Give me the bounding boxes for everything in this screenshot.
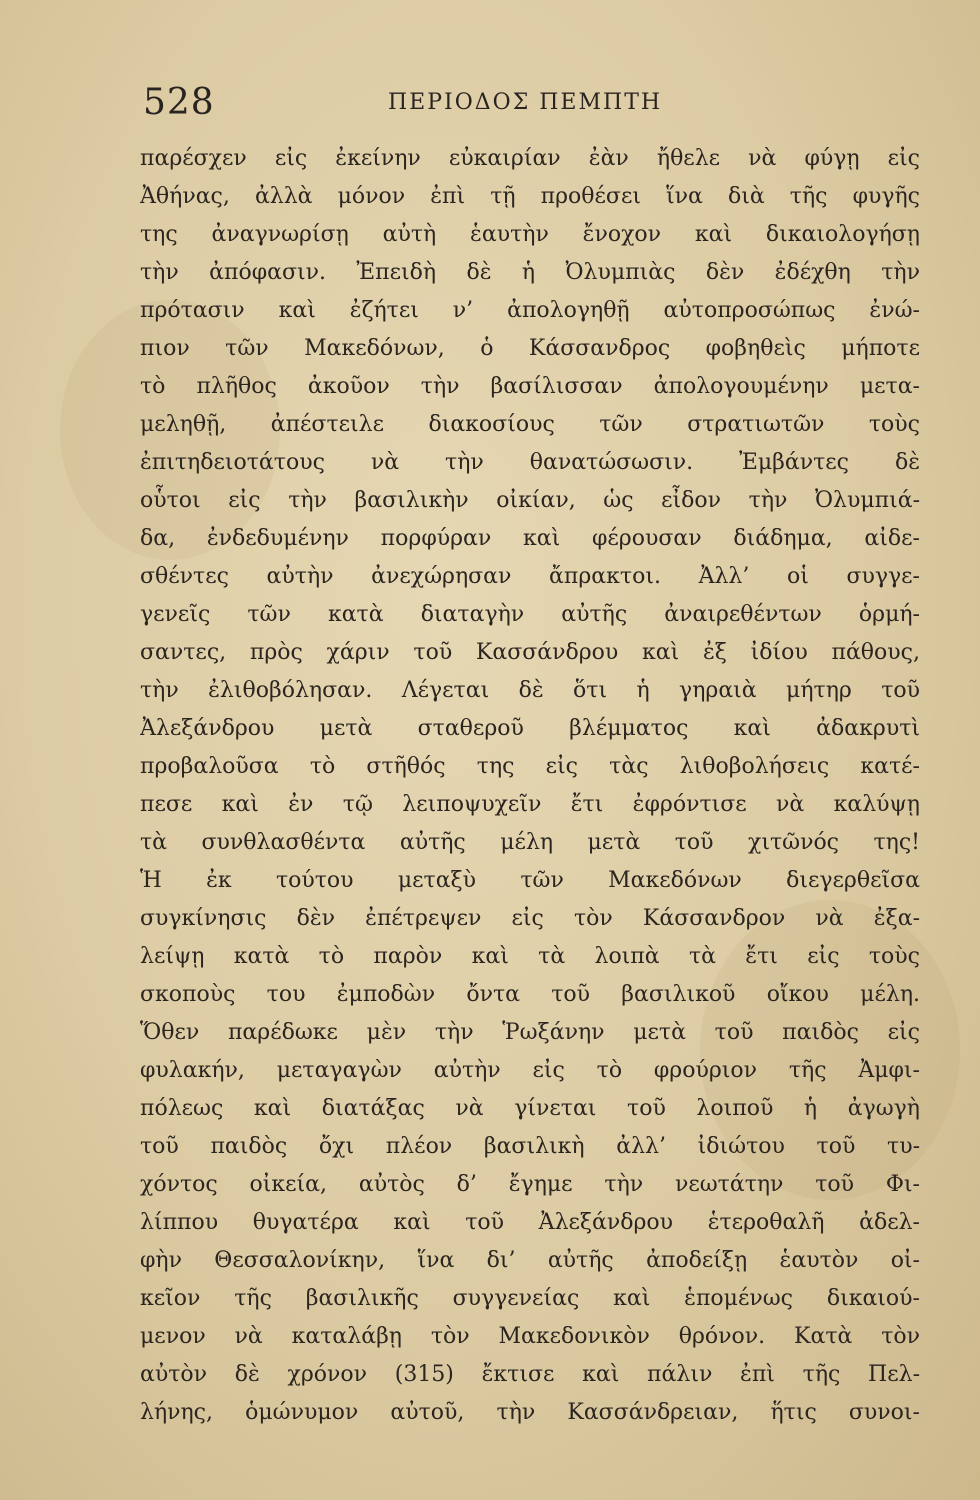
text-line: αὐτὸν δὲ χρόνον (315) ἔκτισε καὶ πάλιν ἐπὶ τῆς Πελ-: [140, 1362, 920, 1387]
text-line: μεληθῇ, ἀπέστειλε διακοσίους τῶν στρατιωτῶν τοὺς: [140, 412, 920, 437]
text-line: τὰ συνθλασθέντα αὐτῆς μέλη μετὰ τοῦ χιτῶνός της!: [140, 830, 920, 855]
text-line: προβαλοῦσα τὸ στῆθός της εἰς τὰς λιθοβολήσεις κατέ-: [140, 754, 920, 779]
text-line: σκοποὺς του ἐμποδὼν ὄντα τοῦ βασιλικοῦ οἴκου μέλη.: [140, 982, 920, 1007]
text-line: σθέντες αὐτὴν ἀνεχώρησαν ἄπρακτοι. Ἀλλ’ οἱ συγγε-: [140, 564, 920, 589]
text-line: οὗτοι εἰς τὴν βασιλικὴν οἰκίαν, ὡς εἶδον τὴν Ὀλυμπιά-: [140, 488, 920, 513]
text-line: Ὅθεν παρέδωκε μὲν τὴν Ῥωξάνην μετὰ τοῦ παιδὸς εἰς: [140, 1020, 920, 1045]
text-line: πιον τῶν Μακεδόνων, ὁ Κάσσανδρος φοβηθεὶς μήποτε: [140, 336, 920, 361]
text-line: πεσε καὶ ἐν τῷ λειποψυχεῖν ἔτι ἐφρόντισε νὰ καλύψῃ: [140, 792, 920, 817]
text-line: Ἀθήνας, ἀλλὰ μόνον ἐπὶ τῇ προθέσει ἵνα διὰ τῆς φυγῆς: [140, 184, 920, 209]
running-title: ΠΕΡΙΟΔΟΣ ΠΕΜΠΤΗ: [388, 90, 663, 115]
text-line: τὸ πλῆθος ἀκοῦον τὴν βασίλισσαν ἀπολογουμένην μετα-: [140, 374, 920, 399]
text-line: κεῖον τῆς βασιλικῆς συγγενείας καὶ ἑπομένως δικαιού-: [140, 1286, 920, 1311]
text-line: πρότασιν καὶ ἐζήτει ν’ ἀπολογηθῇ αὐτοπροσώπως ἐνώ-: [140, 298, 920, 323]
text-line: λίππου θυγατέρα καὶ τοῦ Ἀλεξάνδρου ἑτεροθαλῆ ἀδελ-: [140, 1210, 920, 1235]
text-line: της ἀναγνωρίσῃ αὐτὴ ἑαυτὴν ἔνοχον καὶ δικαιολογήσῃ: [140, 222, 920, 247]
text-line: τὴν ἐλιθοβόλησαν. Λέγεται δὲ ὅτι ἡ γηραιὰ μήτηρ τοῦ: [140, 678, 920, 703]
page-number: 528: [143, 82, 215, 123]
text-line: φὴν Θεσσαλονίκην, ἵνα δι’ αὐτῆς ἀποδείξῃ ἑαυτὸν οἰ-: [140, 1248, 920, 1273]
body-text: [140, 140, 920, 1432]
text-line: δα, ἐνδεδυμένην πορφύραν καὶ φέρουσαν διάδημα, αἰδε-: [140, 526, 920, 551]
text-line: χόντος οἰκεία, αὐτὸς δ’ ἔγημε τὴν νεωτάτην τοῦ Φι-: [140, 1172, 920, 1197]
text-line: πόλεως καὶ διατάξας νὰ γίνεται τοῦ λοιποῦ ἡ ἀγωγὴ: [140, 1096, 920, 1121]
page-header: [143, 82, 913, 132]
text-line: σαντες, πρὸς χάριν τοῦ Κασσάνδρου καὶ ἐξ ἰδίου πάθους,: [140, 640, 920, 665]
text-line: ἐπιτηδειοτάτους νὰ τὴν θανατώσωσιν. Ἐμβάντες δὲ: [140, 450, 920, 475]
text-line: τὴν ἀπόφασιν. Ἐπειδὴ δὲ ἡ Ὀλυμπιὰς δὲν ἐδέχθη τὴν: [140, 260, 920, 285]
text-line: μενον νὰ καταλάβῃ τὸν Μακεδονικὸν θρόνον. Κατὰ τὸν: [140, 1324, 920, 1349]
text-line: λείψῃ κατὰ τὸ παρὸν καὶ τὰ λοιπὰ τὰ ἔτι εἰς τοὺς: [140, 944, 920, 969]
text-line: γενεῖς τῶν κατὰ διαταγὴν αὐτῆς ἀναιρεθέντων ὁρμή-: [140, 602, 920, 627]
text-line: λήνης, ὁμώνυμον αὐτοῦ, τὴν Κασσάνδρειαν, ἥτις συνοι-: [140, 1400, 920, 1425]
text-line: τοῦ παιδὸς ὄχι πλέον βασιλικὴ ἀλλ’ ἰδιώτου τοῦ τυ-: [140, 1134, 920, 1159]
text-line: Ἡ ἐκ τούτου μεταξὺ τῶν Μακεδόνων διεγερθεῖσα: [140, 868, 920, 893]
text-line: φυλακήν, μεταγαγὼν αὐτὴν εἰς τὸ φρούριον τῆς Ἀμφι-: [140, 1058, 920, 1083]
text-line: παρέσχεν εἰς ἐκείνην εὐκαιρίαν ἐὰν ἤθελε νὰ φύγῃ εἰς: [140, 146, 920, 171]
text-line: Ἀλεξάνδρου μετὰ σταθεροῦ βλέμματος καὶ ἀδακρυτὶ: [140, 716, 920, 741]
text-line: συγκίνησις δὲν ἐπέτρεψεν εἰς τὸν Κάσσανδρον νὰ ἐξα-: [140, 906, 920, 931]
